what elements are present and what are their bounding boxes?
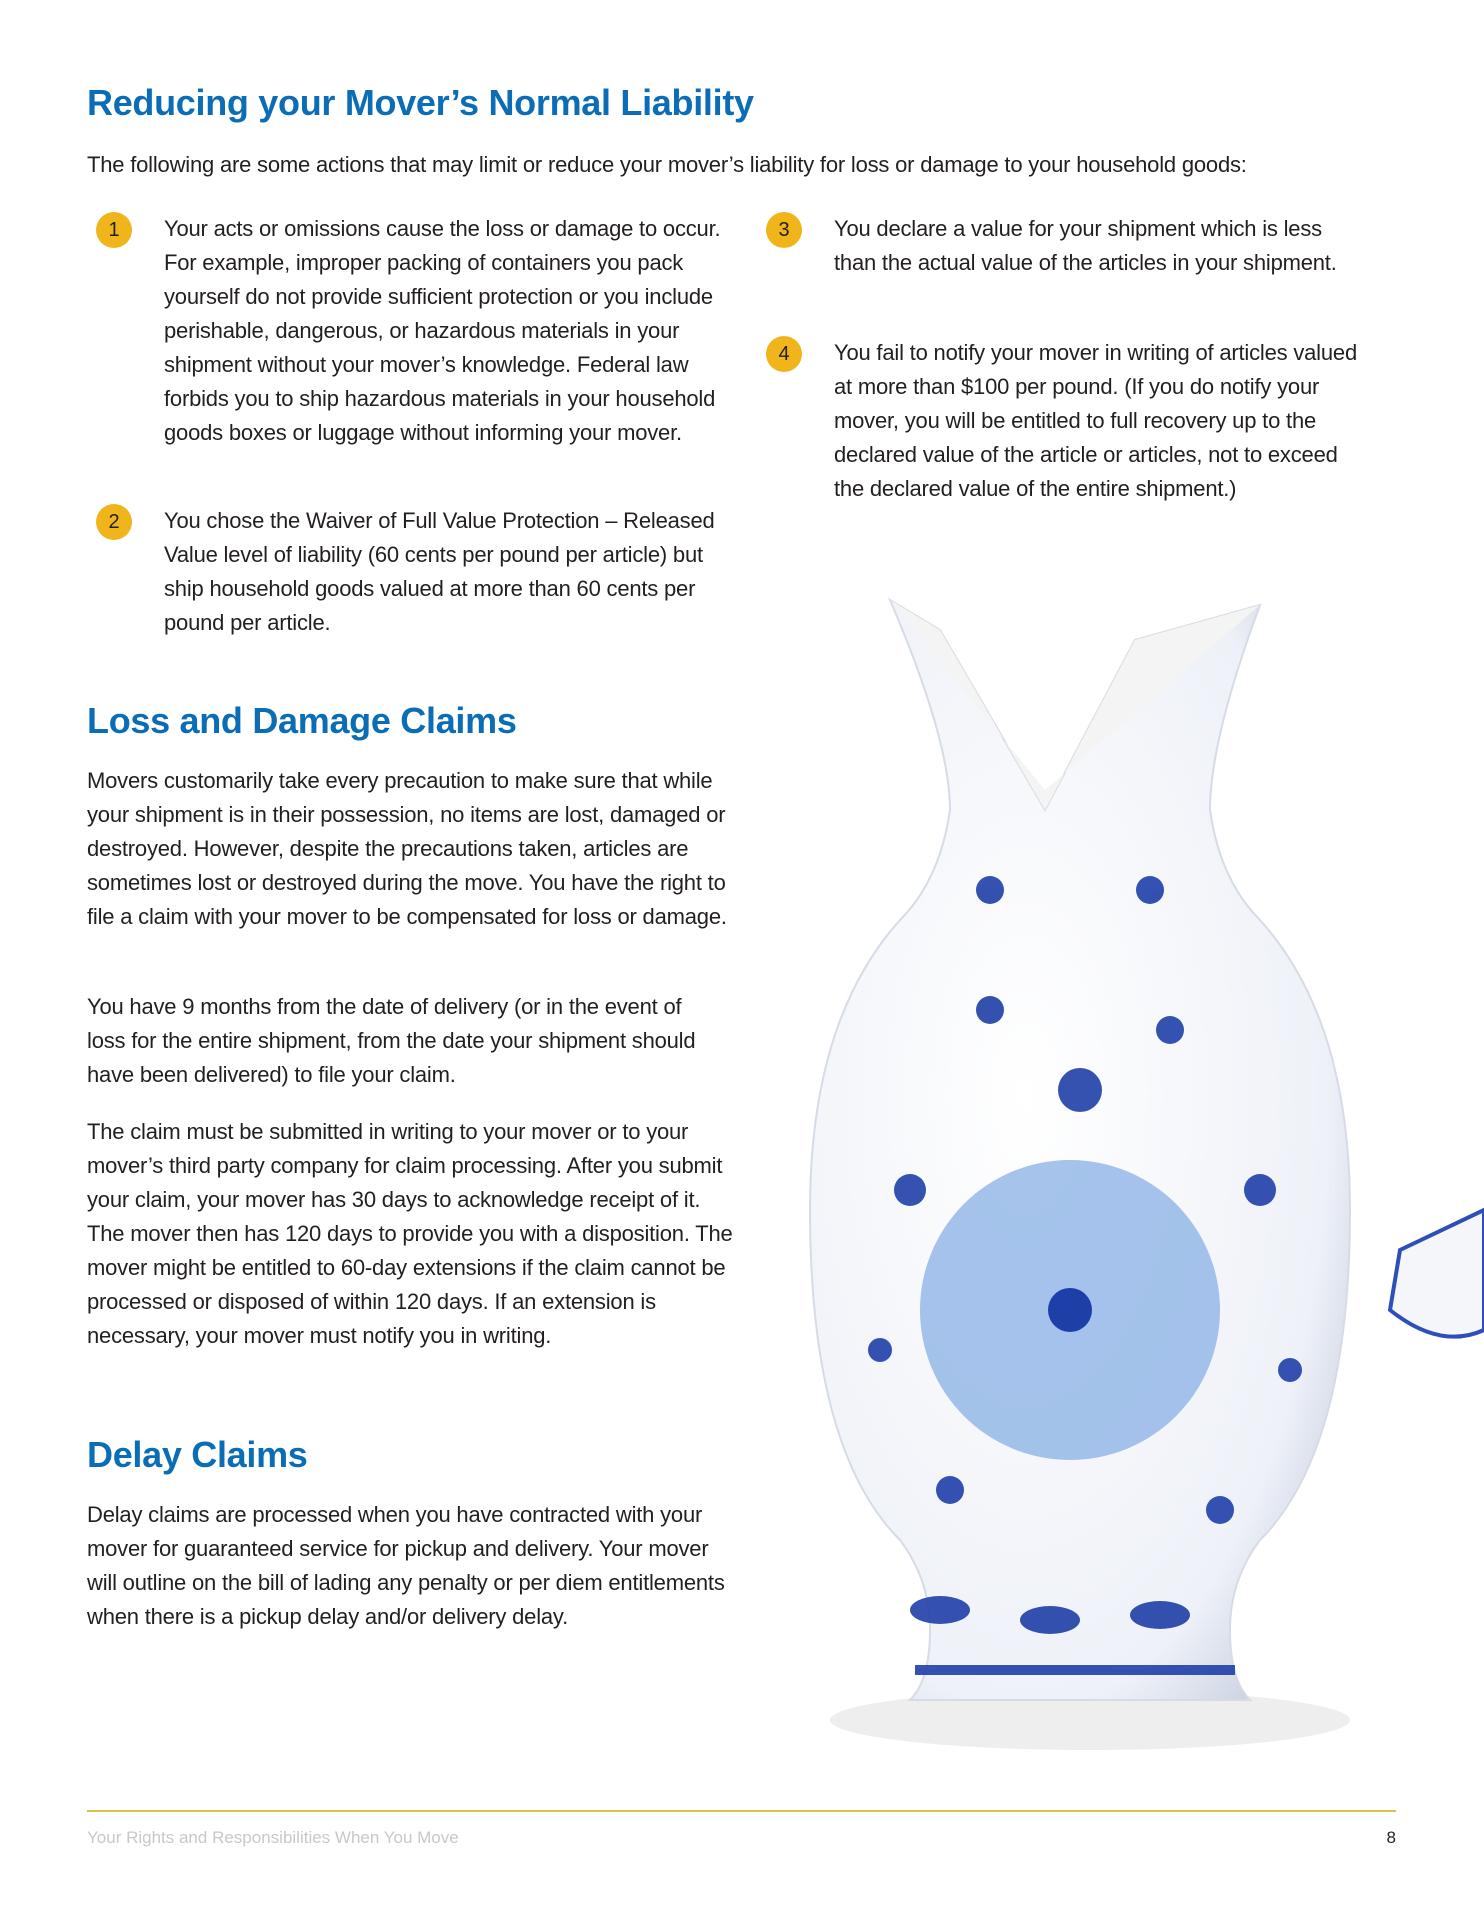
number-badge: 4 <box>766 336 802 372</box>
heading-reducing-liability: Reducing your Mover’s Normal Liability <box>87 82 754 123</box>
list-item-text: Your acts or omissions cause the loss or damage to occur. For example, improper packing of containers you pack yourself do not provide sufficient protection or you include perishable, dangerous, or hazardous materials in your shipment without your mover’s knowledge. Federal law forbids you to ship hazardous materials in your household goods boxes or luggage without informing your mover. <box>164 216 721 445</box>
paragraph: You have 9 months from the date of delivery (or in the event of loss for the entire shipment, from the date your shipment should have been delivered) to file your claim. <box>87 994 696 1087</box>
heading-delay-claims: Delay Claims <box>87 1434 308 1475</box>
list-item-text: You chose the Waiver of Full Value Protection – Released Value level of liability (60 cents per pound per article) but ship household goods valued at more than 60 cents per pound per article. <box>164 508 715 635</box>
broken-vase-image <box>790 590 1484 1770</box>
list-item <box>766 212 1366 280</box>
paragraph: The claim must be submitted in writing to your mover or to your mover’s third party company for claim processing. After you submit your claim, your mover has 30 days to acknowledge receipt of it. The mover then has 120 days to provide you with a disposition. The mover might be entitled to 60-day extensions if the claim cannot be processed or disposed of within 120 days. If an extension is necessary, your mover must notify you in writing. <box>87 1119 733 1348</box>
number-badge: 1 <box>96 212 132 248</box>
number-badge: 2 <box>96 504 132 540</box>
list-item <box>96 212 726 450</box>
list-item <box>766 336 1366 506</box>
footer-divider <box>87 1810 1396 1812</box>
page-number: 8 <box>1386 1828 1396 1847</box>
intro-text: The following are some actions that may limit or reduce your mover’s liability for loss or damage to your household goods: <box>87 152 1247 177</box>
list-item-text: You declare a value for your shipment which is less than the actual value of the articles in your shipment. <box>834 216 1337 275</box>
list-item-text: You fail to notify your mover in writing of articles valued at more than $100 per pound. (If you do notify your mover, you will be entitled to full recovery up to the declared value of the article or articles, not to exceed the declared value of the entire shipment.) <box>834 340 1357 501</box>
heading-loss-damage-claims: Loss and Damage Claims <box>87 700 517 741</box>
number-badge: 3 <box>766 212 802 248</box>
footer-title: Your Rights and Responsibilities When You Move <box>87 1828 459 1847</box>
list-item <box>96 504 726 640</box>
paragraph: Delay claims are processed when you have contracted with your mover for guaranteed service for pickup and delivery. Your mover will outline on the bill of lading any penalty or per diem entitlements when there is a pickup delay and/or delivery delay. <box>87 1502 725 1629</box>
paragraph: Movers customarily take every precaution to make sure that while your shipment is in their possession, no items are lost, damaged or destroyed. However, despite the precautions taken, articles are sometimes lost or destroyed during the move. You have the right to file a claim with your mover to be compensated for loss or damage. <box>87 768 727 929</box>
